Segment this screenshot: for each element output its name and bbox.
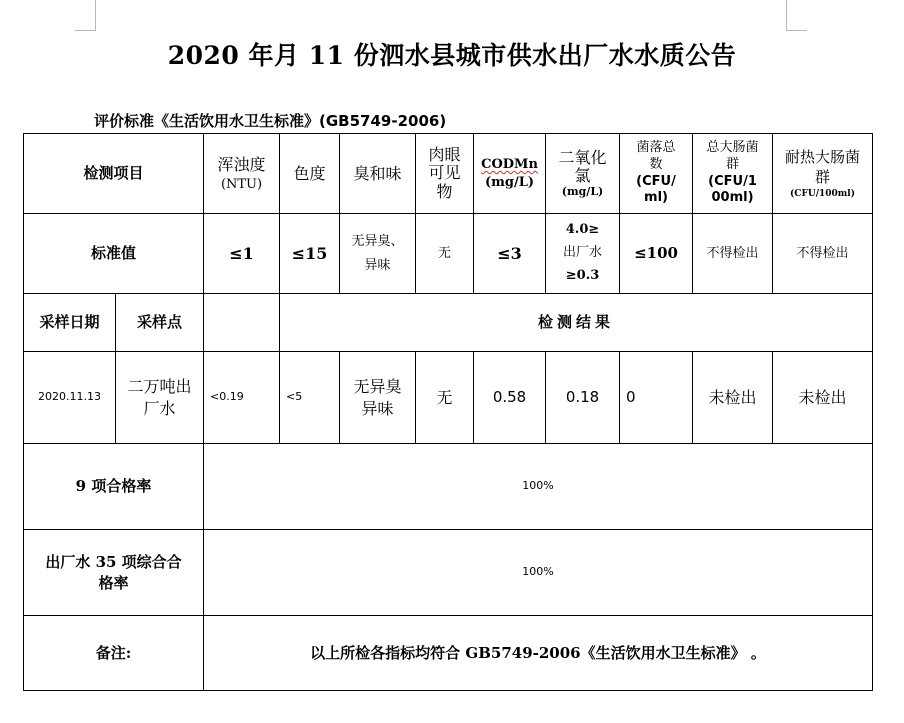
sample-date: 2020.11.13 <box>24 352 116 444</box>
standard-chlorine-l1: 4.0≥ <box>565 222 600 238</box>
standard-turbidity: ≤1 <box>204 214 280 294</box>
standard-color: ≤15 <box>280 214 340 294</box>
header-visible-l3: 物 <box>436 181 453 201</box>
header-coliform-l4: 00ml) <box>711 190 754 206</box>
header-coliform <box>693 134 773 214</box>
header-row <box>24 134 873 214</box>
result-colony: 0 <box>620 352 693 444</box>
header-turbidity <box>204 134 280 214</box>
standard-chlorine-l3: ≥0.3 <box>565 267 600 283</box>
header-colony-l2: 数 <box>649 156 663 172</box>
sample-point <box>116 352 204 444</box>
sample-header-empty <box>204 294 280 352</box>
results-header: 检测结果 <box>280 294 873 352</box>
pass-rate-9-label: 9 项合格率 <box>24 444 204 530</box>
remarks-row <box>24 616 873 691</box>
result-turbidity: <0.19 <box>204 352 280 444</box>
header-coliform-l3: (CFU/1 <box>708 173 757 189</box>
header-thermo-l1: 耐热大肠菌 <box>785 148 861 167</box>
result-thermo: 未检出 <box>773 352 873 444</box>
remarks-label: 备注: <box>24 616 204 691</box>
standard-visible: 无 <box>416 214 474 294</box>
header-colony-l1: 菌落总 <box>636 139 676 155</box>
pass-rate-9-row <box>24 444 873 530</box>
result-chlorine: 0.18 <box>546 352 620 444</box>
header-chlorine-l2: 氯 <box>574 166 591 186</box>
header-chlorine <box>546 134 620 214</box>
header-thermo-unit: (CFU/100ml) <box>790 188 855 199</box>
pass-rate-35-row <box>24 530 873 616</box>
standard-coliform: 不得检出 <box>693 214 773 294</box>
page-corner-mark-right <box>786 0 807 31</box>
pass-rate-35-label-l2: 格率 <box>98 573 129 592</box>
header-chlorine-unit: (mg/L) <box>561 184 604 198</box>
standard-thermo: 不得检出 <box>773 214 873 294</box>
result-color: <5 <box>280 352 340 444</box>
pass-rate-9-value: 100% <box>204 444 873 530</box>
sample-header-row <box>24 294 873 352</box>
result-odor-l2: 异味 <box>361 398 394 418</box>
water-quality-table <box>23 133 873 691</box>
remarks-text: 以上所检各指标均符合 GB5749-2006《生活饮用水卫生标准》 。 <box>204 616 873 691</box>
header-thermo <box>773 134 873 214</box>
pass-rate-35-value: 100% <box>204 530 873 616</box>
header-cod-name: CODMn <box>481 156 538 172</box>
header-colony <box>620 134 693 214</box>
result-coliform: 未检出 <box>693 352 773 444</box>
sample-row <box>24 352 873 444</box>
standard-odor-l1: 无异臭、 <box>351 234 404 250</box>
header-turbidity-name: 浑浊度 <box>217 154 266 174</box>
header-coliform-l1: 总大肠菌 <box>706 139 759 155</box>
standard-cod: ≤3 <box>474 214 546 294</box>
standard-note: 评价标准《生活饮用水卫生标准》(GB5749-2006) <box>94 112 447 130</box>
header-thermo-l2: 群 <box>815 168 831 187</box>
result-cod: 0.58 <box>474 352 546 444</box>
header-cod <box>474 134 546 214</box>
pass-rate-35-label-l1: 出厂水 35 项综合合 <box>45 553 182 572</box>
header-turbidity-unit: (NTU) <box>220 176 263 192</box>
header-item: 检测项目 <box>24 134 204 214</box>
standard-chlorine-l2: 出厂水 <box>563 245 603 261</box>
sample-point-l2: 厂水 <box>143 398 176 418</box>
result-odor <box>340 352 416 444</box>
pass-rate-35-label <box>24 530 204 616</box>
page-title: 2020 年月 11 份泗水县城市供水出厂水水质公告 <box>167 41 737 70</box>
header-cod-unit: (mg/L) <box>484 174 535 190</box>
sample-point-header: 采样点 <box>116 294 204 352</box>
standard-colony: ≤100 <box>620 214 693 294</box>
header-visible <box>416 134 474 214</box>
page-corner-mark-left <box>75 0 96 31</box>
standard-chlorine <box>546 214 620 294</box>
header-colony-l3: (CFU/ <box>636 173 676 189</box>
result-odor-l1: 无异臭 <box>353 376 402 396</box>
standard-odor <box>340 214 416 294</box>
sample-date-header: 采样日期 <box>24 294 116 352</box>
sample-point-l1: 二万吨出 <box>127 376 192 396</box>
standard-odor-l2: 异味 <box>364 257 391 273</box>
header-color: 色度 <box>280 134 340 214</box>
header-visible-l1: 肉眼 <box>428 144 461 164</box>
header-visible-l2: 可见 <box>428 163 461 183</box>
header-chlorine-l1: 二氧化 <box>558 147 607 167</box>
header-odor: 臭和味 <box>340 134 416 214</box>
result-visible: 无 <box>416 352 474 444</box>
standard-row <box>24 214 873 294</box>
header-colony-l4: ml) <box>644 190 668 206</box>
standard-label: 标准值 <box>24 214 204 294</box>
header-coliform-l2: 群 <box>726 156 740 172</box>
